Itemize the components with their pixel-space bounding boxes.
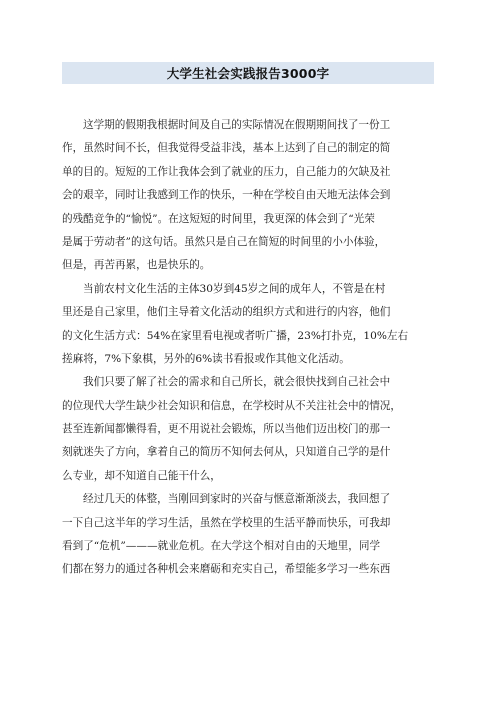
text-line: 当前农村文化生活的主体30岁到45岁之间的成年人，不管是在村 [83,282,386,295]
text-line: 的残酷竞争的“愉悦”。在这短短的时间里，我更深的体会到了“光荣 [62,212,375,225]
text-line: 会的艰辛，同时让我感到工作的快乐，一种在学校自由天地无法体会到 [62,189,391,202]
text-line: 看到了“危机”———就业危机。在大学这个相对自由的天地里，同学 [62,540,381,553]
title-banner [62,62,434,84]
text-line: 但是，再苦再累，也是快乐的。 [62,259,211,272]
document-title: 大学生社会实践报告3000字 [166,66,330,81]
text-line: 一下自己这半年的学习生活，虽然在学校里的生活平静而快乐，可我却 [62,516,391,529]
text-line: 们都在努力的通过各种机会来磨砺和充实自己，希望能多学习一些东西 [62,563,391,576]
paragraph-2 [62,278,434,372]
paragraph-3 [62,371,434,488]
text-line: 这学期的假期我根据时间及自己的实际情况在假期期间找了一份工 [83,119,391,131]
paragraph-4 [62,488,434,582]
text-line: 的文化生活方式：54%在家里看电视或者听广播，23%打扑克，10%左右 [62,329,409,342]
text-line: 是属于劳动者”的这句话。虽然只是自己在简短的时间里的小小体验， [62,235,386,248]
text-line: 甚至连新闻都懒得看，更不用说社会锻炼，所以当他们迈出校门的那一 [62,423,391,436]
text-line: 搓麻将，7%下象棋，另外的6%读书看报或作其他文化活动。 [62,352,350,365]
text-line: 单的目的。短短的工作让我体会到了就业的压力，自己能力的欠缺及社 [62,165,391,178]
text-line: 经过几天的体整，当刚回到家时的兴奋与惬意渐渐淡去，我回想了 [83,493,391,506]
text-line: 刻就迷失了方向，拿着自己的简历不知何去何从，只知道自己学的是什 [62,446,391,459]
paragraph-1 [62,114,434,278]
text-line: 我们只要了解了社会的需求和自己所长，就会很快找到自己社会中 [83,376,391,389]
text-line: 作，虽然时间不长，但我觉得受益非浅，基本上达到了自己的制定的简 [62,142,391,155]
text-line: 么专业，却不知道自己能干什么， [62,469,221,482]
text-line: 的位现代大学生缺少社会知识和信息，在学校时从不关注社会中的情况， [62,399,401,412]
text-line: 里还是自己家里，他们主导着文化活动的组织方式和进行的内容，他们 [62,306,391,319]
document-body [62,114,434,582]
